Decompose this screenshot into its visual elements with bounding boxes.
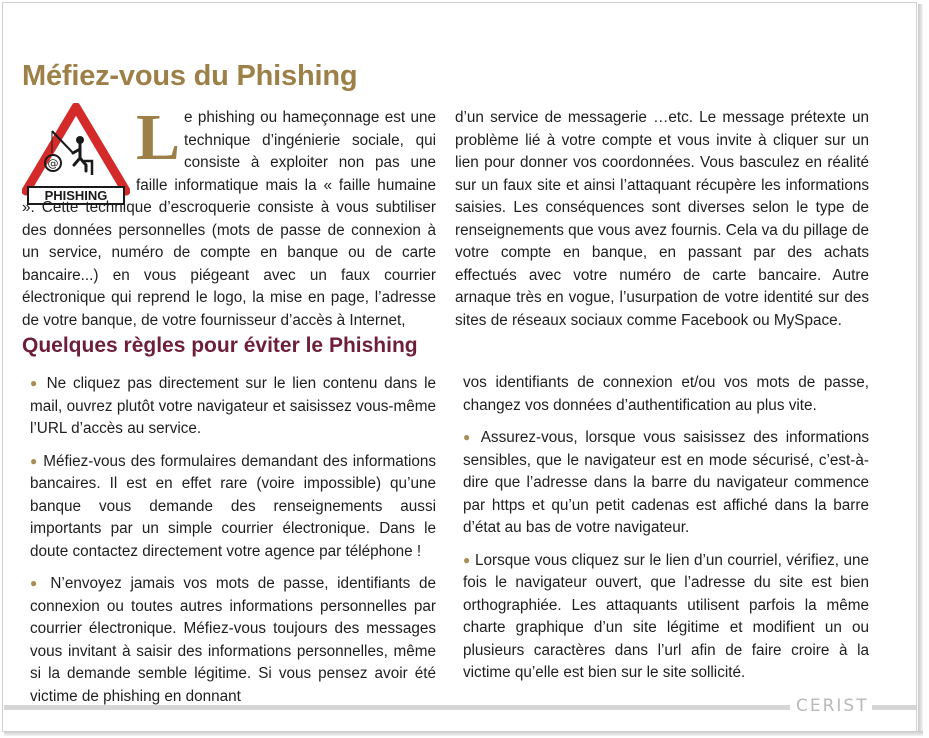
intro-text-right: d’un service de messagerie …etc. Le message prétexte un problème lié à votre compte et vous invite à cliquer sur un lien pour donner vos coordonnées. Vous basculez en réalité sur un faux site et ainsi l’attaquant récupère les informations saisies. Les conséquences sont diverses selon le type de renseignements que vous avez fournis. Cela va du pillage de votre compte en banque, en passant par des achats effectués avec votre numéro de carte bancaire. Autre arnaque très en vogue, l’usurpation de votre identité sur des sites de réseaux sociaux comme Facebook ou MySpace.	[455, 109, 869, 329]
footer-rule-left	[4, 705, 790, 710]
bullet-icon: ●	[30, 376, 40, 390]
rule-text: Lorsque vous cliquez sur le lien d’un courriel, vérifiez, une fois le navigateur ouvert, que l’adresse du site est bien orthographiée. Les attaquants utilisent parfois la même charte graphique d’un site légitime et modifient un ou plusieurs caractères dans l’url afin de faire croire à la victime qu’elle est bien sur le site sollicité.	[463, 551, 870, 681]
rule-item	[463, 426, 869, 540]
rule-item	[30, 572, 436, 708]
intro-column-right	[455, 107, 869, 332]
rule-item	[30, 372, 436, 441]
rule-text: Assurez-vous, lorsque vous saisissez des informations sensibles, que le navigateur est en mode sécurisé, c’est-à-dire que l’adresse dans la barre du navigateur commence par https et qu’un petit cadenas est affiché dans la barre d’état au bas de votre navigateur.	[463, 429, 870, 536]
rule-item	[463, 549, 869, 685]
sign-spacer	[22, 107, 136, 179]
drop-cap: L	[136, 101, 181, 174]
rules-column-left	[30, 372, 436, 717]
rule-text: N’envoyez jamais vos mots de passe, identifiants de connexion ou toutes autres informations personnelles par courrier électronique. Méfiez-vous toujours des messages vous invitant à saisir des informations personnelles, même si la demande semble légitime. Si vous pensez avoir été victime de phishing en donnant	[30, 575, 436, 705]
article-title: Méfiez-vous du Phishing	[22, 60, 358, 92]
bullet-icon: ●	[463, 552, 471, 567]
rule-continuation: vos identifiants de connexion et/ou vos mots de passe, changez vos données d’authentification au plus vite.	[463, 374, 869, 414]
bullet-icon: ●	[30, 576, 42, 590]
page-shadow-bottom	[4, 731, 923, 736]
intro-column-left	[22, 101, 436, 332]
rule-text: Ne cliquez pas directement sur le lien contenu dans le mail, ouvrez plutôt votre navigateur et saisissez vous-même l’URL d’accès au service.	[30, 375, 436, 437]
page-shadow-right	[918, 4, 923, 732]
rules-column-right	[463, 372, 869, 694]
footer-brand: CERIST	[796, 696, 869, 716]
svg-text:@: @	[47, 157, 59, 170]
intro-text-left: e phishing ou hameçonnage est une technique d’ingénierie sociale, qui consiste à exploiter non pas une faille informatique mais la « faille humaine ». Cette technique d’escroquerie consiste à vous subtiliser des données personnelles (mots de passe de connexion à un service, numéro de compte en banque ou de carte bancaire...) en vous piégeant avec un faux courrier électronique qui reprend le logo, la mise en page, l’adresse de votre banque, de votre fournisseur d’accès à Internet,	[22, 109, 436, 329]
bullet-icon: ●	[30, 453, 39, 468]
bullet-icon: ●	[463, 430, 474, 444]
footer-rule-right	[872, 705, 916, 710]
sign-label: PHISHING	[44, 188, 108, 203]
rule-item	[30, 450, 436, 564]
rule-text: Méfiez-vous des formulaires demandant des informations bancaires. Il est en effet rare (voire impossible) qu’une banque vous demande des renseignements aussi importants par un simple courrier électronique. Dans le doute contactez directement votre agence par téléphone !	[30, 452, 437, 560]
rules-heading: Quelques règles pour éviter le Phishing	[22, 334, 418, 357]
